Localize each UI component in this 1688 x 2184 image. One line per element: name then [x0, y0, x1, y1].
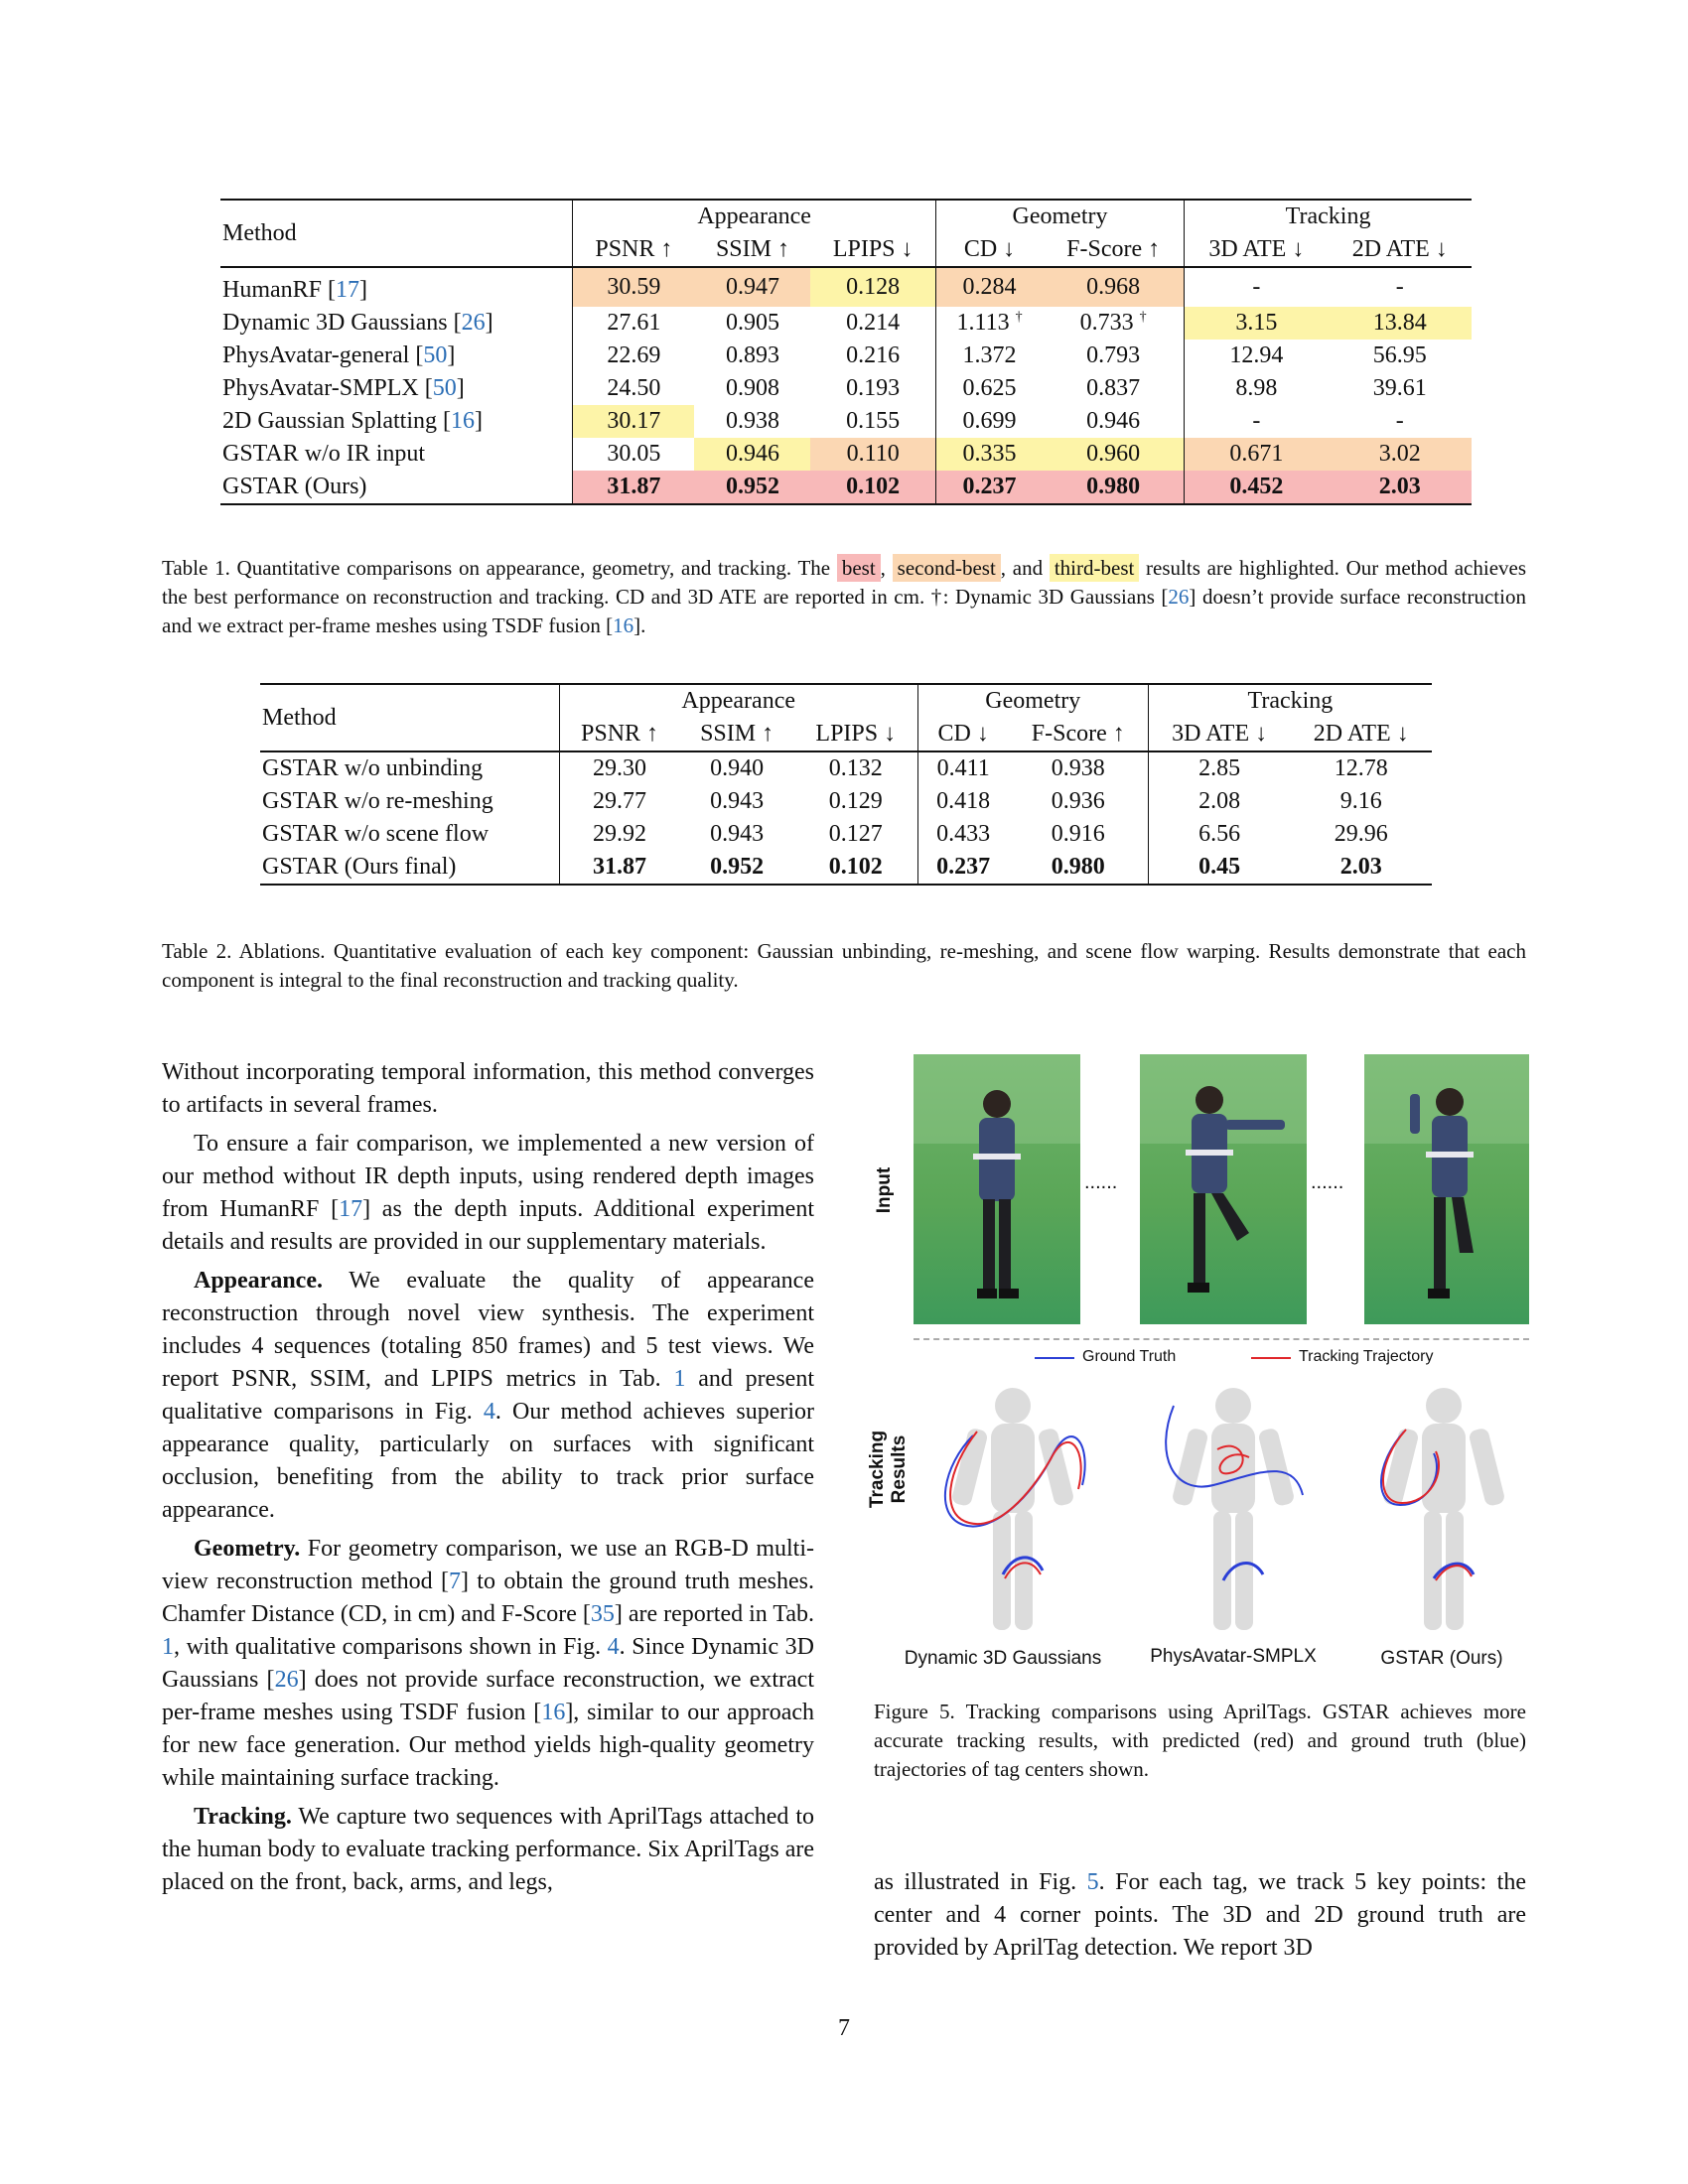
table-link[interactable]: 1	[673, 1366, 686, 1392]
table-row	[220, 438, 1472, 471]
table-cell: 0.127	[828, 821, 883, 847]
paragraph: Without incorporating temporal information, this method converges to artifacts in several frames.	[162, 1059, 814, 1118]
table-cell: 0.129	[828, 788, 883, 814]
table-row	[260, 851, 1432, 885]
t2-metric-header: F-Score ↑	[1009, 718, 1149, 751]
tracking-result-gstar	[1354, 1376, 1529, 1644]
right-column	[874, 1866, 1526, 1971]
table-cell: 0.45	[1148, 851, 1290, 885]
table-cell: 0.155	[846, 408, 901, 434]
citation-link[interactable]: 50	[432, 375, 457, 401]
table-cell: 0.946	[1086, 408, 1141, 434]
table-cell: 27.61	[573, 307, 695, 340]
table-row	[220, 267, 1472, 307]
table-cell: 1.372	[935, 340, 1043, 372]
table-cell: 0.938	[725, 408, 779, 434]
table-cell: 31.87	[573, 471, 695, 504]
figure-5	[867, 1050, 1529, 1686]
table-link[interactable]: 1	[162, 1634, 174, 1660]
t1-group-appearance: Appearance	[573, 200, 936, 233]
input-frame-2	[1140, 1054, 1307, 1324]
table-cell: 0.905	[725, 310, 779, 336]
table-cell: 0.214	[846, 310, 901, 336]
legend-line-tracking	[1251, 1352, 1293, 1364]
table-cell: 0.284	[935, 267, 1043, 307]
input-frame-1	[914, 1054, 1080, 1324]
table-cell: 29.92	[559, 818, 679, 851]
citation-link[interactable]: 16	[613, 614, 634, 637]
table-row	[220, 307, 1472, 340]
table-cell: 0.102	[810, 471, 935, 504]
t2-metric-header: 2D ATE ↓	[1290, 718, 1432, 751]
row-method: PhysAvatar-SMPLX [50]	[222, 375, 465, 401]
table-cell: -	[1395, 408, 1404, 434]
figure-link[interactable]: 4	[607, 1634, 620, 1660]
section-heading: Geometry.	[194, 1536, 301, 1562]
t1-metric-header: 3D ATE ↓	[1185, 233, 1329, 267]
table-cell: 0.947	[694, 267, 810, 307]
citation-link[interactable]: 17	[336, 277, 360, 303]
caption-text: , and	[1000, 556, 1044, 580]
table-cell: 0.193	[846, 375, 901, 401]
t1-group-tracking: Tracking	[1185, 200, 1472, 233]
legend-second-best: second-best	[893, 554, 1001, 582]
citation-link[interactable]: 26	[1168, 585, 1190, 609]
table-cell: 12.78	[1334, 755, 1388, 781]
row-method: GSTAR w/o unbinding	[262, 755, 484, 781]
table-cell: 0.980	[1009, 851, 1149, 885]
t2-group-tracking: Tracking	[1148, 684, 1432, 718]
ellipsis: ......	[1311, 1171, 1344, 1193]
table-cell: 22.69	[573, 340, 695, 372]
table-cell: 1.113 †	[935, 307, 1043, 340]
separator	[914, 1338, 1529, 1340]
table-cell: 0.128	[810, 267, 935, 307]
paragraph-tracking: Tracking. We capture two sequences with AprilTags attached to the human body to evaluate tracking performance. Six AprilTags are placed on the front, back, arms, and legs,	[162, 1804, 814, 1895]
table-cell: 0.946	[694, 438, 810, 471]
label-dynamic-3d-gaussians: Dynamic 3D Gaussians	[904, 1648, 1102, 1669]
t2-metric-header: CD ↓	[917, 718, 1009, 751]
table-row	[260, 818, 1432, 851]
table-cell: 0.943	[710, 821, 765, 847]
table-cell: 2.03	[1290, 851, 1432, 885]
table-cell: 0.940	[710, 755, 765, 781]
table-row	[220, 372, 1472, 405]
table-cell: 0.952	[694, 471, 810, 504]
person-silhouette-icon	[1140, 1054, 1307, 1324]
table-cell: 3.15	[1185, 307, 1329, 340]
table-cell: 3.02	[1329, 438, 1472, 471]
paragraph: as illustrated in Fig. 5. For each tag, we track 5 key points: the center and 4 corner points. The 3D and 2D ground truth are provided by AprilTag detection. We report 3D	[874, 1869, 1526, 1961]
table-cell: 0.943	[710, 788, 765, 814]
caption-text: results are highlighted. Our method achieves the best performance on reconstruction and tracking. CD and 3D ATE are reported in cm. †: Dynamic 3D Gaussians [	[162, 556, 1527, 609]
table-cell: 0.671	[1185, 438, 1329, 471]
citation-link[interactable]: 50	[423, 342, 448, 368]
table-cell: 29.96	[1334, 821, 1388, 847]
caption-text: Table 1. Quantitative comparisons on appearance, geometry, and tracking. The	[162, 556, 837, 580]
table-row	[260, 751, 1432, 785]
table-cell: 0.216	[846, 342, 901, 368]
t1-metric-header: LPIPS ↓	[810, 233, 935, 267]
left-column	[162, 1056, 814, 1905]
table-2	[260, 683, 1432, 886]
table-cell: 0.938	[1051, 755, 1105, 781]
dagger-mark: †	[1015, 310, 1023, 325]
label-physavatar-smplx: PhysAvatar-SMPLX	[1150, 1646, 1317, 1667]
section-heading: Tracking.	[194, 1804, 292, 1830]
table-1-caption	[162, 554, 1526, 640]
table-cell: 0.837	[1086, 375, 1141, 401]
t2-metric-header: PSNR ↑	[559, 718, 679, 751]
table-cell: -	[1185, 405, 1329, 438]
t1-metric-header: SSIM ↑	[694, 233, 810, 267]
table-row	[220, 405, 1472, 438]
table-cell: 56.95	[1372, 342, 1427, 368]
citation-link[interactable]: 17	[339, 1196, 363, 1222]
page-number: 7	[838, 2015, 850, 2041]
row-method: HumanRF [17]	[222, 277, 368, 303]
table-cell: 0.110	[810, 438, 935, 471]
legend-line-ground-truth	[1035, 1352, 1076, 1364]
citation-link[interactable]: 16	[451, 408, 475, 434]
table-cell: 9.16	[1339, 788, 1382, 814]
row-method: Dynamic 3D Gaussians [26]	[222, 310, 493, 336]
row-method: 2D Gaussian Splatting [16]	[222, 408, 483, 434]
legend-third-best: third-best	[1050, 554, 1139, 582]
paragraph: To ensure a fair comparison, we implemented a new version of our method without IR depth inputs, using rendered depth images from HumanRF [17] as the depth inputs. Additional experiment details and results are provided in our supplementary materials.	[162, 1131, 814, 1255]
table-2-caption: Table 2. Ablations. Quantitative evaluation of each key component: Gaussian unbinding, re-meshing, and scene flow warping. Results demonstrate that each component is integral to the final reconstruction and tracking quality.	[162, 939, 1526, 992]
figure-link[interactable]: 5	[1086, 1869, 1099, 1895]
table-cell: 24.50	[573, 372, 695, 405]
table-cell: 0.102	[794, 851, 917, 885]
table-cell: 30.05	[573, 438, 695, 471]
table-cell: -	[1185, 267, 1329, 307]
table-cell: 30.17	[573, 405, 695, 438]
table-cell: 29.77	[559, 785, 679, 818]
citation-link[interactable]: 35	[590, 1601, 615, 1627]
table-cell: 0.968	[1043, 267, 1184, 307]
table-cell: 0.418	[917, 785, 1009, 818]
table-row	[220, 340, 1472, 372]
table-row	[260, 785, 1432, 818]
table-cell: 2.08	[1148, 785, 1290, 818]
table-cell: 0.916	[1051, 821, 1105, 847]
ellipsis: ......	[1084, 1171, 1118, 1193]
t1-metric-header: F-Score ↑	[1043, 233, 1184, 267]
t2-method-header: Method	[260, 684, 559, 751]
table-cell: 0.980	[1043, 471, 1184, 504]
table-cell: 0.625	[935, 372, 1043, 405]
t2-group-geometry: Geometry	[917, 684, 1148, 718]
table-cell: 8.98	[1185, 372, 1329, 405]
figure-5-caption: Figure 5. Tracking comparisons using AprilTags. GSTAR achieves more accurate tracking results, with predicted (red) and ground truth (blue) trajectories of tag centers shown.	[874, 1700, 1526, 1781]
table-cell: 0.699	[935, 405, 1043, 438]
table-cell: 0.335	[935, 438, 1043, 471]
table-cell: 0.433	[917, 818, 1009, 851]
table-cell: -	[1395, 274, 1404, 300]
legend-best: best	[837, 554, 881, 582]
row-method: GSTAR w/o IR input	[222, 441, 426, 467]
table-cell: 6.56	[1148, 818, 1290, 851]
table-cell: 0.952	[679, 851, 794, 885]
table-cell: 0.237	[917, 851, 1009, 885]
table-1	[220, 199, 1472, 505]
table-cell: 0.893	[725, 342, 779, 368]
table-cell: 2.03	[1329, 471, 1472, 504]
t1-method-header: Method	[220, 200, 573, 267]
table-cell: 0.936	[1051, 788, 1105, 814]
table-cell: 0.237	[935, 471, 1043, 504]
table-cell: 0.452	[1185, 471, 1329, 504]
table-cell: 2.85	[1148, 751, 1290, 785]
table-cell: 0.733 †	[1079, 310, 1147, 336]
table-cell: 29.30	[559, 751, 679, 785]
table-cell: 12.94	[1185, 340, 1329, 372]
citation-link[interactable]: 26	[274, 1667, 299, 1693]
citation-link[interactable]: 7	[448, 1569, 461, 1594]
paragraph-appearance: Appearance. We evaluate the quality of appearance reconstruction through novel view synthesis. The experiment includes 4 sequences (totaling 850 frames) and 5 test views. We report PSNR, SSIM, and LPIPS metrics in Tab. 1 and present qualitative comparisons in Fig. 4. Our method achieves superior appearance quality, particularly on surfaces with significant occlusion, benefiting from the ability to track prior surface appearance.	[162, 1268, 814, 1523]
t1-group-geometry: Geometry	[935, 200, 1184, 233]
row-method: GSTAR (Ours)	[220, 471, 573, 504]
table-cell: 30.59	[573, 267, 695, 307]
t2-metric-header: 3D ATE ↓	[1148, 718, 1290, 751]
section-heading: Appearance.	[194, 1268, 323, 1294]
table-cell: 0.411	[917, 751, 1009, 785]
t1-metric-header: CD ↓	[935, 233, 1043, 267]
row-method: GSTAR w/o scene flow	[262, 821, 490, 847]
person-silhouette-icon	[1364, 1054, 1529, 1324]
row-method: PhysAvatar-general [50]	[222, 342, 456, 368]
caption-text: ] doesn’t provide surface reconstruction and we extract per-frame meshes using TSDF fusion [	[162, 585, 1526, 637]
figure-link[interactable]: 4	[483, 1399, 495, 1425]
paragraph-geometry: Geometry. For geometry comparison, we use an RGB-D multi-view reconstruction method [7] to obtain the ground truth meshes. Chamfer Distance (CD, in cm) and F-Score [35] are reported in Tab. 1, with qualitative comparisons shown in Fig. 4. Since Dynamic 3D Gaussians [26] does not provide surface reconstruction, we extract per-frame meshes using TSDF fusion [16], similar to our approach for new face generation. Our method yields high-quality geometry while maintaining surface tracking.	[162, 1536, 815, 1791]
row-label-tracking: Tracking Results	[867, 1430, 910, 1509]
person-silhouette-icon	[914, 1054, 1080, 1324]
input-frame-3	[1364, 1054, 1529, 1324]
table-cell: 0.908	[725, 375, 779, 401]
table-cell: 13.84	[1329, 307, 1472, 340]
tracking-result-physavatar	[1134, 1376, 1333, 1644]
table-cell: 39.61	[1372, 375, 1427, 401]
t1-metric-header: PSNR ↑	[573, 233, 695, 267]
t2-group-appearance: Appearance	[559, 684, 917, 718]
row-method: GSTAR w/o re-meshing	[262, 788, 493, 814]
row-label-input: Input	[874, 1166, 895, 1214]
table-cell: 0.132	[828, 755, 883, 781]
legend-tracking-trajectory: Tracking Trajectory	[1299, 1348, 1434, 1365]
citation-link[interactable]: 26	[461, 310, 486, 336]
table-cell: 31.87	[559, 851, 679, 885]
legend-ground-truth: Ground Truth	[1082, 1348, 1177, 1365]
label-gstar-ours: GSTAR (Ours)	[1380, 1648, 1503, 1669]
t2-metric-header: LPIPS ↓	[794, 718, 917, 751]
citation-link[interactable]: 16	[541, 1700, 566, 1725]
table-cell: 0.793	[1086, 342, 1141, 368]
tracking-result-d3dg	[914, 1376, 1112, 1644]
table-cell: 0.960	[1043, 438, 1184, 471]
table-row	[220, 471, 1472, 504]
dagger-mark: †	[1139, 310, 1147, 325]
t2-metric-header: SSIM ↑	[679, 718, 794, 751]
t1-metric-header: 2D ATE ↓	[1329, 233, 1472, 267]
caption-text: ].	[633, 614, 646, 637]
row-method: GSTAR (Ours final)	[260, 851, 559, 885]
caption-text: ,	[880, 556, 886, 580]
